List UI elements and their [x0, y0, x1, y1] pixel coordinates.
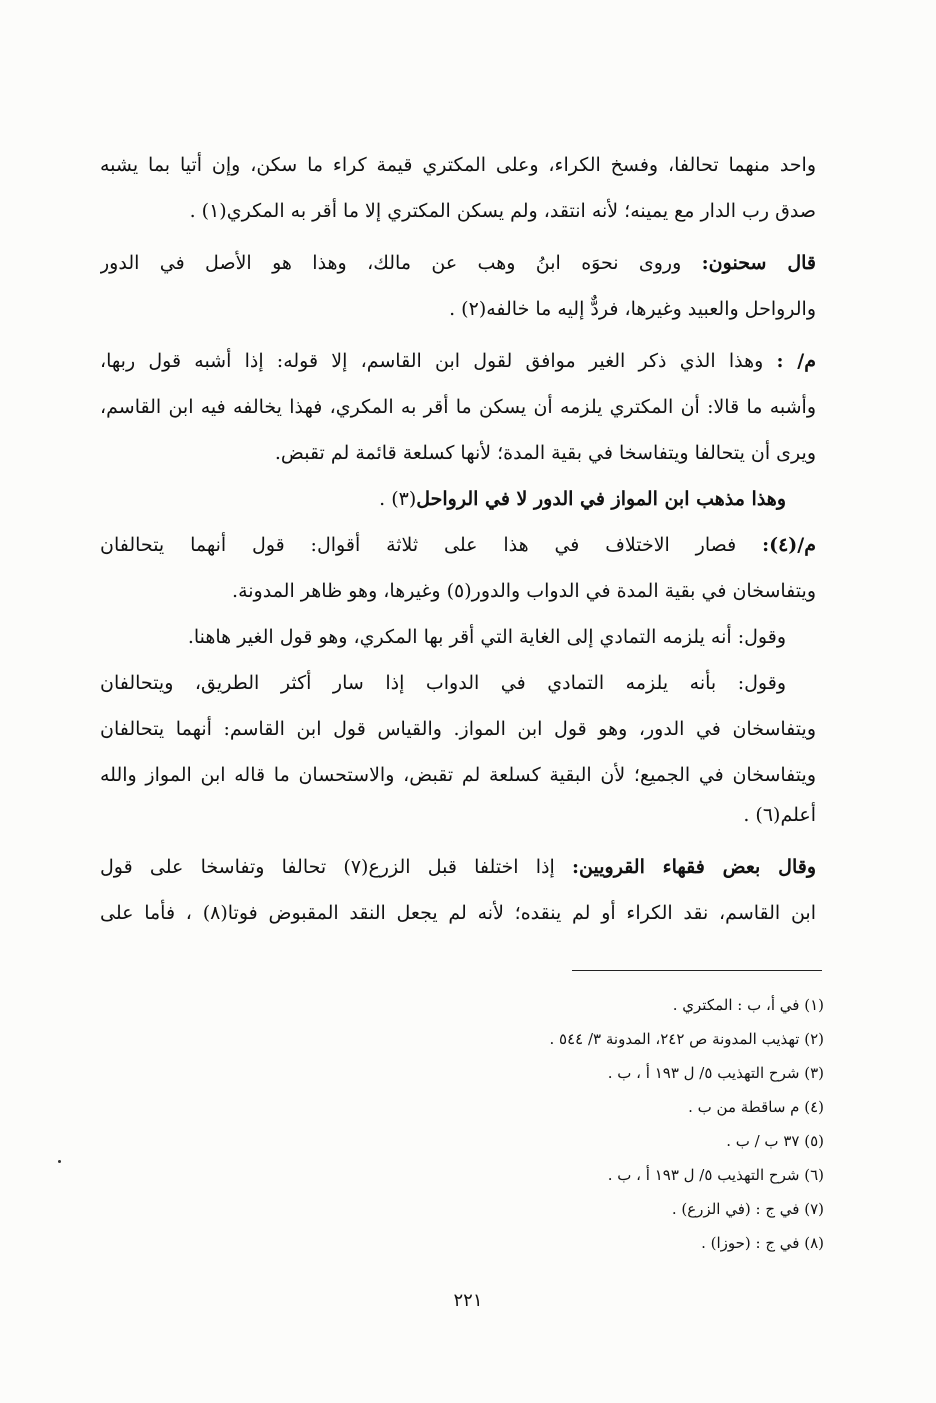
- text-line-14: ويتفاسخان في الجميع؛ لأن البقية كسلعة لم تقبض، والاستحسان ما قاله ابن المواز والله: [100, 764, 816, 786]
- scan-speck: [58, 1160, 61, 1163]
- footnote-7: (٧) في ج : (في الزرع) .: [671, 1200, 824, 1218]
- text-line-7: ويرى أن يتحالفا ويتفاسخا في بقية المدة؛ لأنها كسلعة قائمة لم تقبض.: [274, 442, 816, 464]
- footnote-1: (١) في أ، ب : المكتري .: [672, 996, 824, 1014]
- text-line-12: وقول: بأنه يلزمه التمادي في الدواب إذا سار أكثر الطريق، ويتحالفان: [100, 672, 786, 694]
- footnote-2: (٢) تهذيب المدونة ص ٢٤٢، المدونة ٣/ ٥٤٤ .: [549, 1030, 824, 1048]
- text-line-6: وأشبه ما قالا: أن المكتري يلزمه أن يسكن ما أقر به المكري، فهذا يخالفه فيه ابن القاسم،: [100, 396, 816, 418]
- text-line-13: ويتفاسخان في الدور، وهو قول ابن المواز. والقياس قول ابن القاسم: أنهما يتحالفان: [100, 718, 816, 740]
- text-line-4: والرواحل والعبيد وغيرها، فردٌّ إليه ما خالفه(٢) .: [449, 298, 816, 320]
- text-line-5: م/ : وهذا الذي ذكر الغير موافق لقول ابن القاسم، إلا قوله: إذا أشبه قول ربها،: [100, 350, 816, 372]
- footnote-5: (٥) ٣٧ ب / ب .: [726, 1132, 824, 1150]
- text-line-17: ابن القاسم، نقد الكراء أو لم ينقده؛ لأنه لم يجعل النقد المقبوض فوتا(٨) ، فأما على: [100, 902, 816, 924]
- footnote-separator: [572, 970, 822, 971]
- text-line-11: وقول: أنه يلزمه التمادي إلى الغاية التي أقر بها المكري، وهو قول الغير هاهنا.: [187, 626, 786, 648]
- text-line-8: وهذا مذهب ابن المواز في الدور لا في الرواحل(٣) .: [379, 488, 786, 510]
- text-line-3: قال سحنون: وروى نحوَه ابنُ وهب عن مالك، وهذا هو الأصل في الدور: [100, 252, 816, 274]
- main-text: [100, 142, 816, 936]
- footnote-3: (٣) شرح التهذيب ٥/ ل ١٩٣ أ ، ب .: [607, 1064, 824, 1082]
- page-number: ٢٢١: [453, 1290, 483, 1311]
- text-line-10: ويتفاسخان في بقية المدة في الدواب والدور(٥) وغيرها، وهو ظاهر المدونة.: [232, 580, 816, 602]
- footnote-4: (٤) م ساقطة من ب .: [688, 1098, 824, 1116]
- text-line-15: أعلم(٦) .: [743, 804, 816, 826]
- footnote-6: (٦) شرح التهذيب ٥/ ل ١٩٣ أ ، ب .: [607, 1166, 824, 1184]
- footnotes: [400, 988, 824, 1260]
- text-line-9: م/(٤): فصار الاختلاف في هذا على ثلاثة أقوال: قول أنهما يتحالفان: [100, 534, 816, 556]
- text-line-2: صدق رب الدار مع يمينه؛ لأنه انتقد، ولم يسكن المكتري إلا ما أقر به المكري(١) .: [189, 200, 816, 222]
- footnote-8: (٨) في ج : (حوزا) .: [701, 1234, 824, 1252]
- text-line-16: وقال بعض فقهاء القرويين: إذا اختلفا قبل الزرع(٧) تحالفا وتفاسخا على قول: [100, 856, 816, 878]
- text-line-1: واحد منهما تحالفا، وفسخ الكراء، وعلى المكتري قيمة كراء ما سكن، وإن أتيا بما يشبه: [100, 154, 816, 176]
